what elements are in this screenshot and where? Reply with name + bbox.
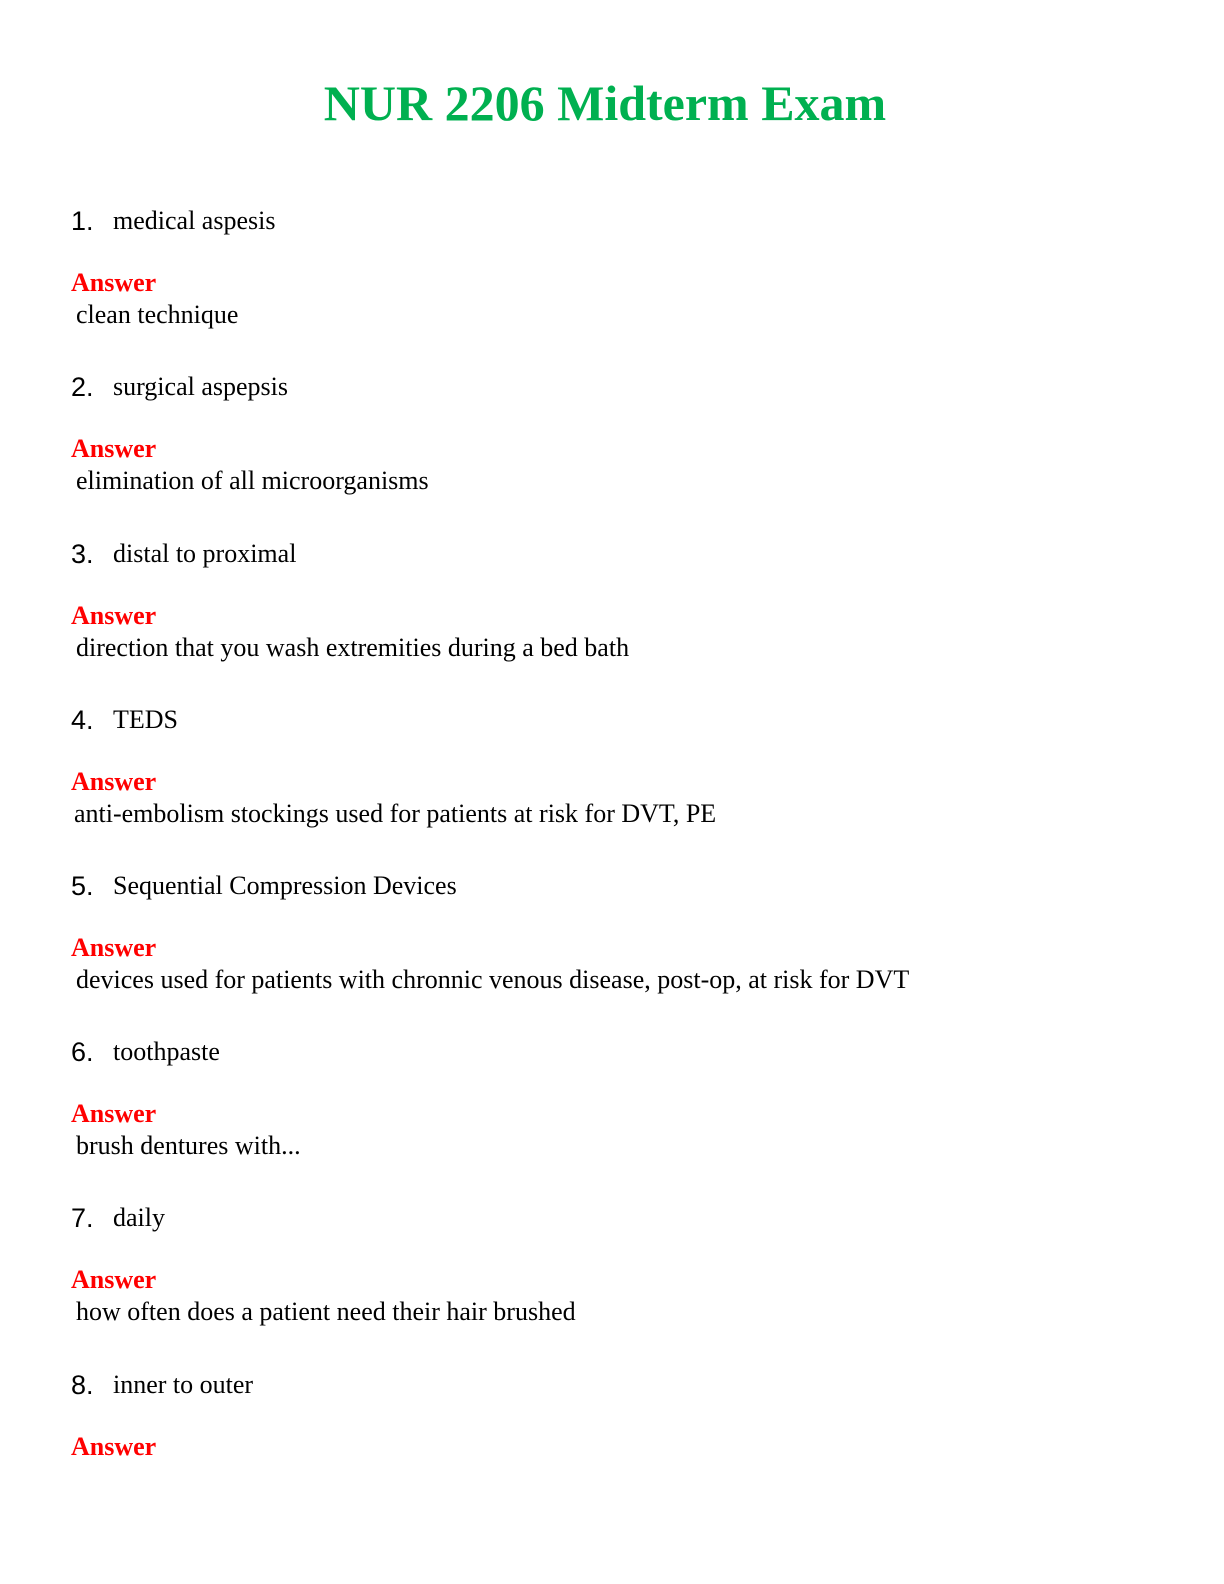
qa-item xyxy=(71,1035,1171,1162)
answer-label: Answer xyxy=(71,1265,157,1294)
question-line xyxy=(71,869,1171,903)
question-number: 8. xyxy=(71,1370,94,1400)
question-text: distal to proximal xyxy=(113,539,297,568)
question-line xyxy=(71,1368,1171,1402)
question-text: surgical aspepsis xyxy=(113,372,288,401)
question-number: 3. xyxy=(71,539,94,569)
answer-text: brush dentures with... xyxy=(76,1131,301,1160)
question-text: Sequential Compression Devices xyxy=(113,871,457,900)
answer-label: Answer xyxy=(71,933,157,962)
question-number: 4. xyxy=(71,705,94,735)
qa-item xyxy=(71,869,1171,996)
question-text: medical aspesis xyxy=(113,206,276,235)
question-line xyxy=(71,703,1171,737)
question-number: 2. xyxy=(71,372,94,402)
answer-label: Answer xyxy=(71,1099,157,1128)
question-number: 6. xyxy=(71,1037,94,1067)
question-number: 7. xyxy=(71,1203,94,1233)
question-line xyxy=(71,1201,1171,1235)
question-number: 5. xyxy=(71,871,94,901)
question-line xyxy=(71,1035,1171,1069)
qa-item xyxy=(71,1201,1171,1328)
question-number: 1. xyxy=(71,206,94,236)
question-line xyxy=(71,204,1171,238)
answer-label: Answer xyxy=(71,268,157,297)
qa-item xyxy=(71,1368,1171,1463)
page-title: NUR 2206 Midterm Exam xyxy=(323,75,887,131)
qa-item xyxy=(71,204,1171,331)
answer-label: Answer xyxy=(71,601,157,630)
question-line xyxy=(71,370,1171,404)
answer-label: Answer xyxy=(71,1432,157,1461)
answer-text: elimination of all microorganisms xyxy=(76,466,429,495)
question-text: inner to outer xyxy=(113,1370,254,1399)
answer-label: Answer xyxy=(71,434,157,463)
qa-item xyxy=(71,537,1171,664)
answer-text: how often does a patient need their hair brushed xyxy=(76,1297,576,1326)
qa-item xyxy=(71,703,1171,830)
question-line xyxy=(71,537,1171,571)
question-text: TEDS xyxy=(113,705,178,734)
answer-label: Answer xyxy=(71,767,157,796)
question-text: daily xyxy=(113,1203,165,1232)
answer-text: anti-embolism stockings used for patients at risk for DVT, PE xyxy=(74,799,717,828)
qa-item xyxy=(71,370,1171,497)
answer-text: devices used for patients with chronnic venous disease, post-op, at risk for DVT xyxy=(76,965,910,994)
answer-text: direction that you wash extremities during a bed bath xyxy=(76,633,630,662)
question-text: toothpaste xyxy=(113,1037,220,1066)
answer-text: clean technique xyxy=(76,300,239,329)
